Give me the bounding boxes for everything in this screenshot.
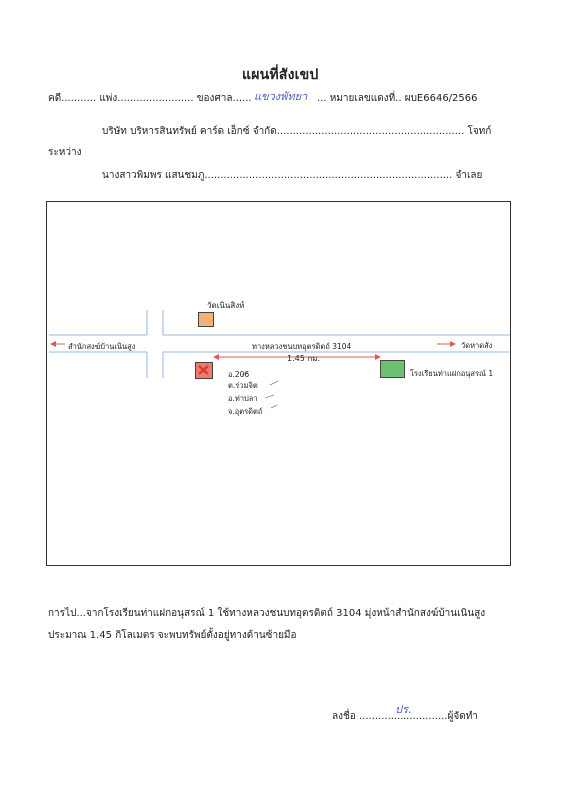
handwritten-signature: ปร. (395, 703, 412, 716)
right-direction-label: วัดหาดสัง (461, 341, 493, 350)
document-title: แผนที่สังเขป (242, 67, 319, 83)
court-handwritten: แขวงพัทยา (254, 90, 308, 103)
address-line-3: อ.ท่าปลา (228, 394, 258, 403)
tick-3 (265, 395, 274, 398)
right-arrow-head (450, 341, 456, 347)
case-number: ... หมายเลขแดงที่.. ผบE6646/2566 (317, 93, 478, 104)
temple-marker (198, 312, 214, 327)
defendant-line: นางสาวพิมพร แสนชมภู.............................................................................. จำเลย (102, 170, 483, 181)
left-arrow-head (50, 341, 56, 347)
school-marker (380, 360, 405, 378)
directions-line-2: ประมาณ 1.45 กิโลเมตร จะพบทรัพย์ตั้งอยู่ทางด้านซ้ายมือ (48, 630, 297, 641)
sketch-map (46, 201, 511, 566)
plaintiff-line: บริษัท บริหารสินทรัพย์ คาร์ด เอ็กซ์ จำกัด........................................................... โจทก์ (102, 126, 492, 137)
directions-line-1: การไป...จากโรงเรียนท่าแฝกอนุสรณ์ 1 ใช้ทางหลวงชนบทอุตรดิตถ์ 3104 มุ่งหน้าสำนักสงฆ์บ้านเนินสูง (48, 608, 486, 619)
signature-prefix: ลงชื่อ .............. (332, 711, 404, 722)
map-drawing (47, 202, 512, 567)
road-label: ทางหลวงชนบทอุตรดิตถ์ 3104 (252, 342, 352, 351)
address-line-1: อ.206 (228, 370, 250, 379)
distance-label: 1.45 กม. (287, 354, 321, 363)
tick-2 (270, 381, 278, 385)
case-line: คดี........... แพ่ง........................ ของศาล...... (48, 93, 252, 104)
address-line-2: ต.ร่วมจิต (228, 381, 258, 390)
school-label: โรงเรียนท่าแฝกอนุสรณ์ 1 (410, 369, 494, 378)
between-label: ระหว่าง (48, 147, 82, 158)
signature-suffix: ..............ผู้จัดทำ (403, 711, 478, 722)
distance-arrow-head-left (213, 354, 219, 360)
address-line-4: จ.อุตรดิตถ์ (228, 407, 263, 416)
tick-4 (271, 405, 277, 408)
temple-label: วัดเนินสิงห์ (207, 301, 245, 310)
x-icon (196, 363, 211, 377)
property-marker (195, 362, 213, 379)
left-direction-label: สำนักสงฆ์บ้านเนินสูง (68, 342, 136, 351)
